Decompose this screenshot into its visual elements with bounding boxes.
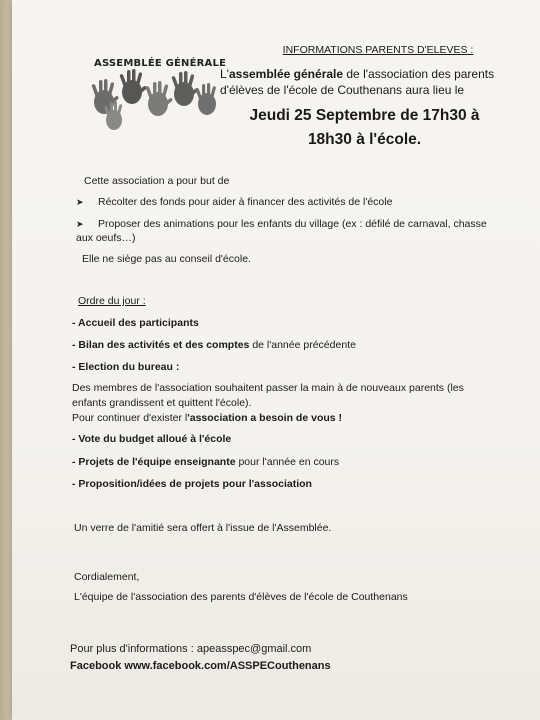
arrow-bullet-icon: ➤	[76, 197, 84, 207]
agenda-item-6: - Proposition/idées de projets pour l'association	[72, 478, 312, 490]
intro-prefix: L'	[220, 67, 229, 81]
agenda-item-1: - Accueil des participants	[72, 317, 199, 329]
signature: L'équipe de l'association des parents d'élèves de l'école de Couthenans	[74, 591, 408, 603]
agenda-item-2	[72, 338, 356, 353]
contact-email-line	[70, 642, 311, 657]
agenda-item-2-bold: - Bilan des activités et des comptes	[72, 339, 250, 351]
page-title: INFORMATIONS PARENTS D'ELEVES :	[282, 44, 474, 56]
date-line1: Jeudi 25 Septembre de 17h30 à	[249, 107, 480, 124]
purpose-item-1: Récolter des fonds pour aider à financer des activités de l'école	[98, 196, 393, 208]
purpose-note: Elle ne siège pas au conseil d'école.	[82, 253, 251, 265]
agenda-para-line2: enfants grandissent et quittent l'école).	[72, 397, 252, 409]
contact-email[interactable]: apeasspec@gmail.com	[196, 643, 312, 655]
agenda-paragraph	[72, 381, 512, 426]
logo-title: ASSEMBLÉE GÉNÉRALE	[94, 58, 227, 69]
date-line2: 18h30 à l'école.	[307, 131, 422, 148]
contact-facebook-line	[70, 659, 331, 674]
agenda-item-3: - Election du bureau :	[72, 361, 180, 373]
agenda-item-2-rest: de l'année précédente	[249, 339, 356, 351]
intro-bold: assemblée générale	[228, 67, 344, 81]
agenda-item-4: - Vote du budget alloué à l'école	[72, 433, 232, 445]
purpose-item-2: Proposer des animations pour les enfants du village (ex : défilé de carnaval, chasse	[98, 218, 487, 230]
facebook-label: Facebook	[70, 660, 122, 672]
arrow-bullet-icon: ➤	[76, 219, 84, 229]
agenda-item-5	[72, 455, 339, 470]
drink-note: Un verre de l'amitié sera offert à l'issue de l'Assemblée.	[74, 522, 332, 534]
salutation: Cordialement,	[74, 571, 140, 583]
agenda-para-line1: Des membres de l'association souhaitent passer la main à de nouveaux parents (les	[72, 382, 464, 394]
intro-rest: de l'association des parents	[343, 67, 495, 81]
agenda-para-line3	[72, 411, 512, 426]
agenda-item-5-bold: - Projets de l'équipe enseignante	[72, 456, 236, 468]
intro-paragraph	[220, 66, 505, 98]
purpose-intro: Cette association a pour but de	[84, 175, 230, 187]
purpose-item-2-cont: aux oeufs…)	[76, 232, 136, 244]
agenda-title: Ordre du jour :	[78, 295, 146, 307]
flyer-page	[12, 0, 540, 720]
agenda-para-line3-prefix: Pour continuer d'exister l	[72, 412, 188, 424]
agenda-item-5-rest: pour l'année en cours	[235, 456, 340, 468]
facebook-link[interactable]: www.facebook.com/ASSPECouthenans	[124, 660, 331, 672]
meeting-date	[212, 104, 517, 152]
agenda-para-line3-bold: 'association a besoin de vous !	[187, 412, 343, 424]
intro-line2: d'élèves de l'école de Couthenans aura lieu le	[220, 83, 465, 97]
contact-info-label: Pour plus d'informations :	[70, 643, 194, 655]
